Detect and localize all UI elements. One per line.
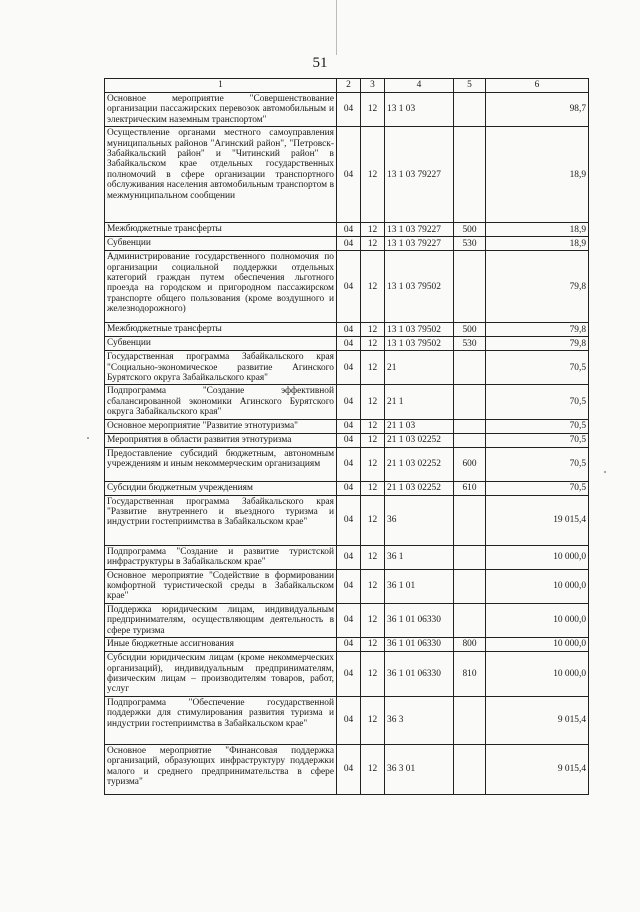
row-expense-type (454, 495, 486, 545)
row-amount: 19 015,4 (486, 495, 589, 545)
row-target-code: 13 1 03 79502 (385, 323, 454, 337)
row-amount: 10 000,0 (486, 638, 589, 652)
row-expense-type (454, 696, 486, 744)
header-col-5: 5 (454, 79, 486, 93)
row-section: 04 (337, 569, 361, 603)
header-col-4: 4 (385, 79, 454, 93)
table-row (105, 481, 589, 495)
row-subsection: 12 (361, 495, 385, 545)
row-subsection: 12 (361, 447, 385, 481)
row-target-code: 21 1 03 02252 (385, 447, 454, 481)
row-expense-type (454, 545, 486, 569)
row-name: Предоставление субсидий бюджетным, автономным учреждениям и иным некоммерческим организациям (105, 447, 337, 481)
row-amount: 98,7 (486, 93, 589, 127)
row-name: Субвенции (105, 237, 337, 251)
scan-speck (87, 437, 89, 439)
page-number: 51 (312, 55, 328, 71)
row-section: 04 (337, 652, 361, 697)
row-amount: 10 000,0 (486, 545, 589, 569)
budget-table (104, 78, 589, 795)
row-section: 04 (337, 237, 361, 251)
row-amount: 9 015,4 (486, 696, 589, 744)
row-name: Субсидии бюджетным учреждениям (105, 481, 337, 495)
row-target-code: 36 1 (385, 545, 454, 569)
row-section: 04 (337, 419, 361, 433)
row-subsection: 12 (361, 433, 385, 447)
row-subsection: 12 (361, 337, 385, 351)
row-amount: 10 000,0 (486, 569, 589, 603)
row-subsection: 12 (361, 237, 385, 251)
row-amount: 70,5 (486, 385, 589, 419)
row-subsection: 12 (361, 223, 385, 237)
row-section: 04 (337, 251, 361, 323)
row-amount: 9 015,4 (486, 744, 589, 794)
row-expense-type (454, 569, 486, 603)
row-subsection: 12 (361, 569, 385, 603)
row-subsection: 12 (361, 93, 385, 127)
row-section: 04 (337, 495, 361, 545)
row-target-code: 21 1 (385, 385, 454, 419)
header-col-3: 3 (361, 79, 385, 93)
row-subsection: 12 (361, 351, 385, 385)
row-target-code: 21 1 03 (385, 419, 454, 433)
row-subsection: 12 (361, 323, 385, 337)
row-section: 04 (337, 603, 361, 637)
row-name: Межбюджетные трансферты (105, 223, 337, 237)
row-name: Поддержка юридическим лицам, индивидуальным предпринимателям, осуществляющим деятельность в сфере туризма (105, 603, 337, 637)
row-amount: 70,5 (486, 481, 589, 495)
row-section: 04 (337, 447, 361, 481)
row-subsection: 12 (361, 545, 385, 569)
row-section: 04 (337, 433, 361, 447)
row-section: 04 (337, 223, 361, 237)
row-subsection: 12 (361, 481, 385, 495)
table-row (105, 337, 589, 351)
header-col-1: 1 (105, 79, 337, 93)
row-expense-type: 600 (454, 447, 486, 481)
row-section: 04 (337, 481, 361, 495)
row-expense-type (454, 385, 486, 419)
row-name: Мероприятия в области развития этнотуризма (105, 433, 337, 447)
fold-line (336, 0, 337, 55)
row-target-code: 13 1 03 79502 (385, 251, 454, 323)
row-amount: 18,9 (486, 237, 589, 251)
row-name: Основное мероприятие "Содействие в формировании комфортной туристической среды в Забайкальском крае" (105, 569, 337, 603)
row-target-code: 36 1 01 06330 (385, 638, 454, 652)
row-amount: 79,8 (486, 337, 589, 351)
row-subsection: 12 (361, 603, 385, 637)
row-target-code: 21 1 03 02252 (385, 481, 454, 495)
table-row (105, 223, 589, 237)
table-row (105, 744, 589, 794)
row-name: Иные бюджетные ассигнования (105, 638, 337, 652)
row-amount: 70,5 (486, 351, 589, 385)
table-row (105, 419, 589, 433)
row-section: 04 (337, 744, 361, 794)
row-expense-type (454, 744, 486, 794)
row-amount: 10 000,0 (486, 603, 589, 637)
row-name: Субсидии юридическим лицам (кроме некоммерческих организаций), индивидуальным предпринимателям, физическим лицам – производителям товаров, работ, услуг (105, 652, 337, 697)
row-expense-type: 530 (454, 337, 486, 351)
row-expense-type (454, 419, 486, 433)
row-target-code: 13 1 03 79502 (385, 337, 454, 351)
table-row (105, 385, 589, 419)
row-expense-type: 500 (454, 223, 486, 237)
row-subsection: 12 (361, 385, 385, 419)
row-target-code: 13 1 03 79227 (385, 237, 454, 251)
row-subsection: 12 (361, 127, 385, 223)
row-name: Основное мероприятие "Совершенствование организации пассажирских перевозок автомобильным и электрическим наземным транспортом" (105, 93, 337, 127)
row-target-code: 13 1 03 79227 (385, 127, 454, 223)
row-expense-type (454, 351, 486, 385)
row-amount: 18,9 (486, 223, 589, 237)
row-expense-type: 800 (454, 638, 486, 652)
row-expense-type (454, 93, 486, 127)
table-body (105, 93, 589, 795)
header-col-2: 2 (337, 79, 361, 93)
table-row (105, 603, 589, 637)
row-section: 04 (337, 323, 361, 337)
row-name: Осуществление органами местного самоуправления муниципальных районов "Агинский район", "Петровск-Забайкальский район" и "Читинский район" в Забайкальском крае отдельных государственных полномочий в сфере организации транспортного обслуживания населения автомобильным транспортом в межмуниципальном сообщении (105, 127, 337, 223)
scan-speck (604, 471, 606, 473)
row-expense-type (454, 251, 486, 323)
row-expense-type: 500 (454, 323, 486, 337)
row-name: Государственная программа Забайкальского края "Социально-экономическое развитие Агинского Бурятского округа Забайкальского края" (105, 351, 337, 385)
row-target-code: 21 (385, 351, 454, 385)
row-amount: 70,5 (486, 447, 589, 481)
table-row (105, 638, 589, 652)
table-row (105, 652, 589, 697)
row-amount: 79,8 (486, 323, 589, 337)
row-target-code: 36 (385, 495, 454, 545)
table-row (105, 569, 589, 603)
row-expense-type: 810 (454, 652, 486, 697)
table-row (105, 251, 589, 323)
row-name: Государственная программа Забайкальского края "Развитие внутреннего и въездного туризма и индустрии гостеприимства в Забайкальском крае" (105, 495, 337, 545)
row-target-code: 21 1 03 02252 (385, 433, 454, 447)
row-section: 04 (337, 337, 361, 351)
row-subsection: 12 (361, 744, 385, 794)
header-row (105, 79, 589, 93)
row-section: 04 (337, 638, 361, 652)
row-amount: 79,8 (486, 251, 589, 323)
row-expense-type (454, 433, 486, 447)
table-row (105, 545, 589, 569)
row-target-code: 36 1 01 06330 (385, 652, 454, 697)
table-row (105, 433, 589, 447)
row-section: 04 (337, 545, 361, 569)
row-section: 04 (337, 696, 361, 744)
row-name: Подпрограмма "Создание эффективной сбалансированной экономики Агинского Бурятского округа Забайкальского края" (105, 385, 337, 419)
row-amount: 70,5 (486, 433, 589, 447)
row-subsection: 12 (361, 696, 385, 744)
row-amount: 70,5 (486, 419, 589, 433)
row-expense-type: 610 (454, 481, 486, 495)
row-subsection: 12 (361, 652, 385, 697)
row-expense-type (454, 127, 486, 223)
row-name: Основное мероприятие "Развитие этнотуризма" (105, 419, 337, 433)
row-subsection: 12 (361, 419, 385, 433)
row-expense-type (454, 603, 486, 637)
row-subsection: 12 (361, 251, 385, 323)
row-section: 04 (337, 385, 361, 419)
table-row (105, 351, 589, 385)
table-row (105, 323, 589, 337)
row-name: Субвенции (105, 337, 337, 351)
row-section: 04 (337, 127, 361, 223)
row-name: Межбюджетные трансферты (105, 323, 337, 337)
row-name: Подпрограмма "Создание и развитие туристской инфраструктуры в Забайкальском крае" (105, 545, 337, 569)
row-target-code: 36 1 01 06330 (385, 603, 454, 637)
row-expense-type: 530 (454, 237, 486, 251)
table-row (105, 696, 589, 744)
row-target-code: 36 3 (385, 696, 454, 744)
row-name: Подпрограмма "Обеспечение государственной поддержки для стимулирования развития туризма и индустрии гостеприимства в Забайкальском крае" (105, 696, 337, 744)
table-row (105, 447, 589, 481)
row-name: Основное мероприятие "Финансовая поддержка организаций, образующих инфраструктуру поддержки малого и среднего предпринимательства в сфере туризма" (105, 744, 337, 794)
table-row (105, 495, 589, 545)
table-row (105, 127, 589, 223)
row-target-code: 13 1 03 (385, 93, 454, 127)
row-target-code: 36 3 01 (385, 744, 454, 794)
row-amount: 18,9 (486, 127, 589, 223)
table-row (105, 237, 589, 251)
row-subsection: 12 (361, 638, 385, 652)
row-section: 04 (337, 93, 361, 127)
header-col-6: 6 (486, 79, 589, 93)
row-name: Администрирование государственного полномочия по организации социальной поддержки отдельных категорий граждан путем обеспечения льготного проезда на городском и пригородном пассажирском транспорте общего пользования (кроме воздушного и железнодорожного) (105, 251, 337, 323)
row-section: 04 (337, 351, 361, 385)
row-target-code: 36 1 01 (385, 569, 454, 603)
row-amount: 10 000,0 (486, 652, 589, 697)
table-row (105, 93, 589, 127)
row-target-code: 13 1 03 79227 (385, 223, 454, 237)
